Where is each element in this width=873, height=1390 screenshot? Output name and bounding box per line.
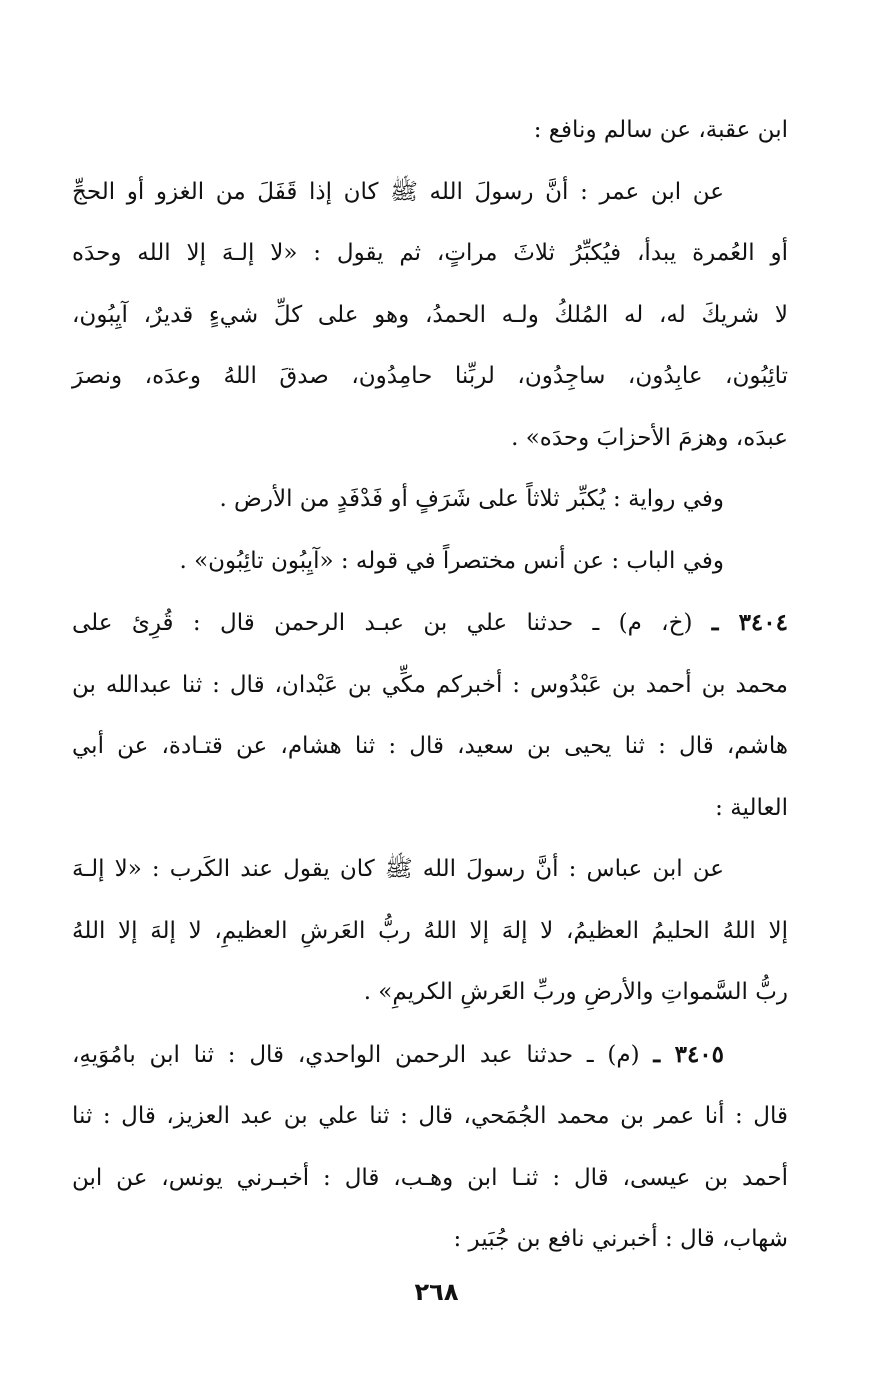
text-line: أحمد بن عيسى، قال : ثنـا ابن وهـب، قال : أخبـرني يونس، عن ابن — [72, 1164, 788, 1191]
text-line: عن ابن عمر : أنَّ رسولَ الله ﷺ كان إذا قَفَلَ من الغزو أو الحجِّ — [72, 178, 724, 205]
paragraph-riwaya — [72, 469, 788, 531]
text-line: إلا اللهُ الحليمُ العظيمُ، لا إلهَ إلا اللهُ ربُّ العَرشِ العظيمِ، لا إلهَ إلا اللهُ — [72, 917, 788, 944]
text-line: وفي رواية : يُكبِّر ثلاثاً على شَرَفٍ أو فَدْفَدٍ من الأرض . — [219, 486, 724, 512]
text-line: لا شريكَ له، له المُلكُ ولـه الحمدُ، وهو على كلِّ شيءٍ قديرٌ، آيِبُون، — [72, 301, 788, 328]
text-line: هاشم، قال : ثنا يحيى بن سعيد، قال : ثنا هشام، عن قتـادة، عن أبي — [72, 733, 788, 759]
hadith-number: ٣٤٠٤ ـ — [711, 609, 788, 636]
text-line: أو العُمرة يبدأ، فيُكبِّرُ ثلاثَ مراتٍ، ثم يقول : «لا إلـهَ إلا الله وحدَه — [72, 240, 788, 266]
text-line: العالية : — [715, 794, 788, 821]
text-line: ربُّ السَّمواتِ والأرضِ وربِّ العَرشِ الكريمِ» . — [363, 979, 788, 1005]
paragraph-hadith-ibn-abbas — [72, 839, 788, 1024]
text-line: وفي الباب : عن أنس مختصراً في قوله : «آيِبُون تائِبُون» . — [179, 547, 724, 574]
paragraph-hadith-3404 — [72, 592, 788, 839]
hadith-number: ٣٤٠٥ ـ — [653, 1040, 725, 1068]
text-line: تائِبُون، عابِدُون، ساجِدُون، لربِّنا حامِدُون، صدقَ اللهُ وعدَه، ونصرَ — [72, 363, 788, 389]
paragraph-chain-intro — [72, 100, 788, 162]
text-line: شهاب، قال : أخبرني نافع بن جُبَير : — [453, 1226, 788, 1252]
paragraph-hadith-3405 — [72, 1024, 788, 1271]
text-line: محمد بن أحمد بن عَبْدُوس : أخبركم مكِّي بن عَبْدان، قال : ثنا عبدالله بن — [72, 671, 788, 698]
text-line-content: (م) ـ حدثنا عبد الرحمن الواحدي، قال : ثنا ابن بامُوَيهِ، — [72, 1041, 640, 1068]
text-line: ابن عقبة، عن سالم ونافع : — [533, 117, 788, 143]
page-number: ٢٦٨ — [414, 1278, 459, 1306]
text-line: عن ابن عباس : أنَّ رسولَ الله ﷺ كان يقول عند الكَرب : «لا إلـهَ — [72, 856, 724, 882]
text-line — [72, 1024, 788, 1087]
paragraph-bab — [72, 531, 788, 593]
text-line: عبدَه، وهزمَ الأحزابَ وحدَه» . — [511, 424, 788, 451]
text-line-content: (خ، م) ـ حدثنا علي بن عبـد الرحمن قال : قُرِئ على — [72, 610, 693, 636]
text-line: قال : أنا عمر بن محمد الجُمَحي، قال : ثنا علي بن عبد العزيز، قال : ثنا — [72, 1103, 788, 1129]
text-line — [72, 592, 788, 655]
page-body — [72, 100, 788, 1271]
paragraph-hadith-ibn-umar — [72, 162, 788, 470]
